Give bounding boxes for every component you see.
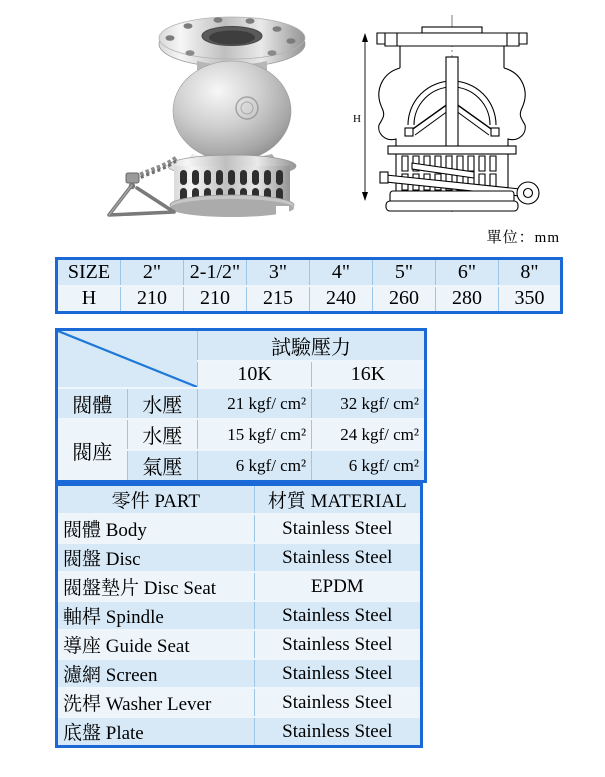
part-name: 閥盤 Disc: [57, 543, 255, 572]
h-value: 350: [499, 286, 562, 313]
size-col: 8": [499, 259, 562, 286]
part-row: [57, 601, 422, 630]
part-name: 閥盤墊片 Disc Seat: [57, 572, 255, 601]
part-material: Stainless Steel: [254, 688, 421, 717]
h-value: 240: [310, 286, 373, 313]
seat-hydro-row: [57, 419, 426, 450]
size-col: 5": [373, 259, 436, 286]
part-row: [57, 543, 422, 572]
part-name: 底盤 Plate: [57, 717, 255, 747]
part-name: 閥體 Body: [57, 514, 255, 543]
part-material: Stainless Steel: [254, 514, 421, 543]
size-col: 3": [247, 259, 310, 286]
size-table: [55, 257, 563, 314]
component-label: 閥座: [57, 419, 128, 482]
medium-label: 氣壓: [127, 450, 198, 482]
part-name: 軸桿 Spindle: [57, 601, 255, 630]
h-header-cell: H: [57, 286, 121, 313]
size-col: 2-1/2": [184, 259, 247, 286]
pressure-value: 6 kgf/ cm²: [312, 450, 426, 482]
part-row: [57, 514, 422, 543]
height-row: [57, 286, 562, 313]
photo-pull-handle: [109, 185, 174, 215]
h-value: 215: [247, 286, 310, 313]
pressure-value: 15 kgf/ cm²: [198, 419, 312, 450]
h-value: 280: [436, 286, 499, 313]
diagonal-line: [58, 331, 197, 387]
photo-ball-body: [173, 61, 291, 161]
pressure-title-cell: 試驗壓力: [198, 330, 426, 362]
photo-strainer: [168, 155, 296, 218]
h-dimension: [353, 33, 368, 201]
part-row: [57, 630, 422, 659]
size-col: 2": [121, 259, 184, 286]
test-pressure-table: [55, 328, 427, 483]
component-label: 閥體: [57, 388, 128, 419]
diagonal-header-cell: [57, 330, 198, 389]
medium-label: 水壓: [127, 388, 198, 419]
pressure-value: 24 kgf/ cm²: [312, 419, 426, 450]
part-material: EPDM: [254, 572, 421, 601]
part-name: 濾網 Screen: [57, 659, 255, 688]
medium-label: 水壓: [127, 419, 198, 450]
h-value: 210: [121, 286, 184, 313]
part-header-cell: 零件 PART: [57, 485, 255, 515]
pressure-class-16k: 16K: [312, 361, 426, 388]
part-row: [57, 659, 422, 688]
material-header-cell: 材質 MATERIAL: [254, 485, 421, 515]
part-name: 洗桿 Washer Lever: [57, 688, 255, 717]
pressure-value: 32 kgf/ cm²: [312, 388, 426, 419]
part-material: Stainless Steel: [254, 717, 421, 747]
pressure-value: 21 kgf/ cm²: [198, 388, 312, 419]
drawing-base-plate: [386, 191, 518, 211]
pressure-class-10k: 10K: [198, 361, 312, 388]
parts-material-table: [55, 483, 423, 748]
part-row: [57, 717, 422, 747]
size-header-row: [57, 259, 562, 286]
size-header-cell: SIZE: [57, 259, 121, 286]
h-value: 210: [184, 286, 247, 313]
part-material: Stainless Steel: [254, 543, 421, 572]
photo-top-flange: [159, 17, 305, 67]
part-material: Stainless Steel: [254, 630, 421, 659]
parts-header-row: [57, 485, 422, 515]
part-material: Stainless Steel: [254, 601, 421, 630]
part-name: 導座 Guide Seat: [57, 630, 255, 659]
h-value: 260: [373, 286, 436, 313]
pressure-title-row: [57, 330, 426, 362]
unit-label: 單位：mm: [486, 230, 560, 246]
drawing-body: [379, 57, 526, 154]
h-dimension-label: H: [353, 113, 361, 125]
pressure-value: 6 kgf/ cm²: [198, 450, 312, 482]
foot-valve-section-drawing: [352, 13, 552, 218]
part-row: [57, 688, 422, 717]
foot-valve-photo: [92, 8, 317, 220]
body-hydro-row: [57, 388, 426, 419]
size-col: 6": [436, 259, 499, 286]
part-material: Stainless Steel: [254, 659, 421, 688]
part-row: [57, 572, 422, 601]
size-col: 4": [310, 259, 373, 286]
